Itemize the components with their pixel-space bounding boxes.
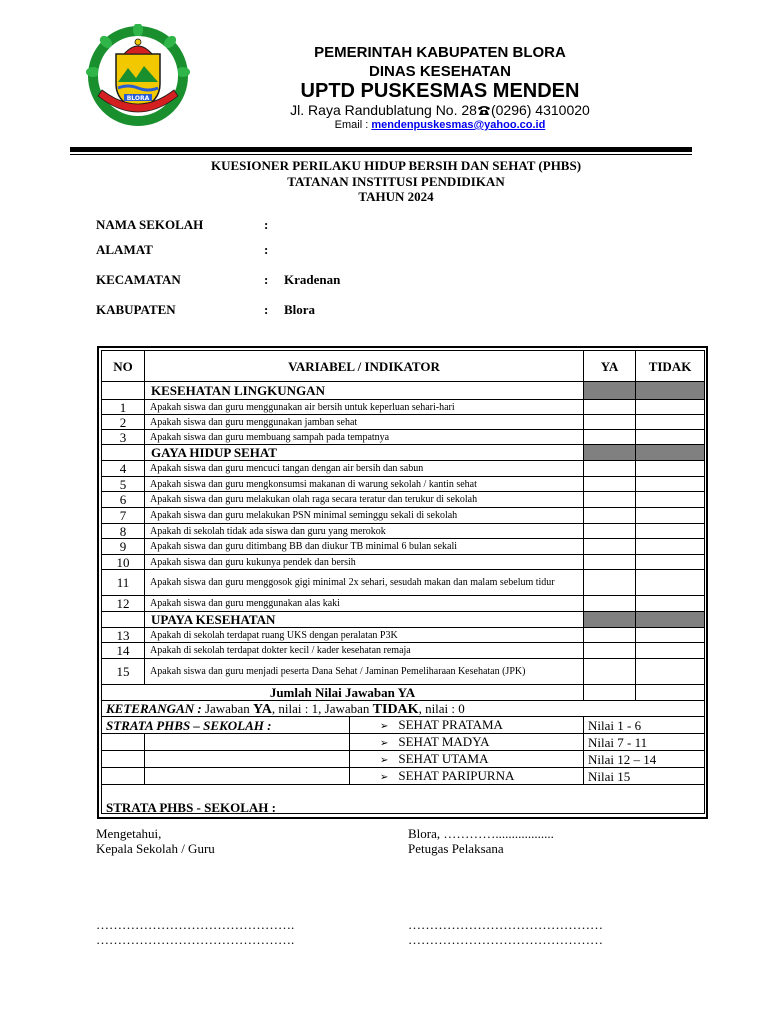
item-text: Apakah siswa dan guru mengkonsumsi makanan di warung sekolah / kantin sehat	[145, 477, 584, 492]
footer-officer: Petugas Pelaksana	[408, 841, 504, 856]
table-header-row	[102, 351, 705, 382]
item-no: 6	[102, 492, 145, 508]
questionnaire-year: TAHUN 2024	[358, 189, 434, 204]
strata-range: Nilai 15	[584, 768, 705, 785]
item-text: Apakah siswa dan guru melakukan PSN minimal seminggu sekali di sekolah	[145, 508, 584, 524]
answer-tidak-cell[interactable]	[636, 477, 705, 492]
answer-tidak-cell[interactable]	[636, 415, 705, 430]
answer-ya-cell[interactable]	[584, 461, 636, 477]
strata-name	[350, 751, 584, 768]
answer-ya-cell[interactable]	[584, 555, 636, 570]
field-value[interactable]: Kradenan	[284, 272, 341, 287]
total-row	[102, 685, 705, 701]
table-row	[102, 492, 705, 508]
answer-tidak-cell[interactable]	[636, 555, 705, 570]
item-text: Apakah siswa dan guru mencuci tangan dengan air bersih dan sabun	[145, 461, 584, 477]
item-no: 1	[102, 400, 145, 415]
section-tidak-cell	[636, 382, 705, 400]
field-label: NAMA SEKOLAH	[96, 217, 204, 232]
section-title: UPAYA KESEHATAN	[145, 612, 584, 628]
answer-tidak-cell[interactable]	[636, 461, 705, 477]
strata-range: Nilai 12 – 14	[584, 751, 705, 768]
strata-row	[102, 768, 705, 785]
item-no: 10	[102, 555, 145, 570]
item-text: Apakah siswa dan guru menjadi peserta Dana Sehat / Jaminan Pemeliharaan Kesehatan (JPK)	[145, 659, 584, 685]
item-text: Apakah siswa dan guru kukunya pendek dan bersih	[145, 555, 584, 570]
item-text: Apakah siswa dan guru menggosok gigi minimal 2x sehari, sesudah makan dan malam sebelum tidur	[145, 570, 584, 596]
answer-ya-cell[interactable]	[584, 524, 636, 539]
item-no: 12	[102, 596, 145, 612]
keterangan-tidak: TIDAK	[372, 701, 419, 717]
telephone-icon	[477, 102, 491, 118]
field-label: KABUPATEN	[96, 302, 176, 317]
answer-tidak-cell[interactable]	[636, 570, 705, 596]
strata-blank-cell	[145, 751, 350, 768]
field-colon: :	[264, 272, 269, 287]
table-row	[102, 430, 705, 445]
field-colon: :	[264, 242, 269, 257]
arrow-bullet-icon: ➢	[380, 720, 389, 732]
field-label: ALAMAT	[96, 242, 153, 257]
item-text: Apakah siswa dan guru menggunakan jamban sehat	[145, 415, 584, 430]
header-institution: UPTD PUSKESMAS MENDEN	[300, 80, 580, 102]
keterangan-row	[102, 701, 705, 717]
final-strata-row	[102, 785, 705, 814]
item-text: Apakah di sekolah terdapat dokter kecil / kader kesehatan remaja	[145, 643, 584, 659]
strata-name-text: SEHAT MADYA	[398, 733, 490, 749]
header-government: PEMERINTAH KABUPATEN BLORA	[314, 44, 566, 61]
header-department: DINAS KESEHATAN	[369, 63, 511, 80]
section-row	[102, 612, 705, 628]
section-no-cell	[102, 445, 145, 461]
strata-blank-cell	[102, 768, 145, 785]
item-no: 3	[102, 430, 145, 445]
footer-headmaster: Kepala Sekolah / Guru	[96, 841, 215, 856]
field-value[interactable]: Blora	[284, 302, 316, 317]
name-line-headmaster[interactable]: ……………………………………….	[96, 932, 295, 947]
table-row	[102, 539, 705, 555]
keterangan-ya: YA	[252, 701, 272, 717]
answer-ya-cell[interactable]	[584, 400, 636, 415]
keterangan-label: KETERANGAN :	[106, 700, 202, 716]
section-title: KESEHATAN LINGKUNGAN	[145, 382, 584, 400]
header-no: NO	[102, 351, 145, 382]
item-text: Apakah siswa dan guru menggunakan air bersih untuk keperluan sehari-hari	[145, 400, 584, 415]
section-ya-cell	[584, 382, 636, 400]
header-rule-thick	[70, 147, 692, 152]
item-no: 11	[102, 570, 145, 596]
keterangan-text	[102, 701, 705, 717]
table-row	[102, 659, 705, 685]
questionnaire-table	[101, 350, 705, 814]
total-ya-cell[interactable]	[584, 685, 636, 701]
strata-blank-cell	[145, 734, 350, 751]
arrow-bullet-icon: ➢	[380, 737, 389, 749]
field-label: KECAMATAN	[96, 272, 181, 287]
svg-text:BLORA: BLORA	[126, 95, 150, 102]
answer-ya-cell[interactable]	[584, 659, 636, 685]
table-row	[102, 628, 705, 643]
table-row	[102, 524, 705, 539]
total-tidak-cell[interactable]	[636, 685, 705, 701]
item-no: 9	[102, 539, 145, 555]
answer-ya-cell[interactable]	[584, 628, 636, 643]
final-strata-label[interactable]: STRATA PHBS - SEKOLAH :	[102, 785, 705, 814]
answer-ya-cell[interactable]	[584, 415, 636, 430]
section-ya-cell	[584, 445, 636, 461]
table-row	[102, 643, 705, 659]
section-ya-cell	[584, 612, 636, 628]
strata-name	[350, 768, 584, 785]
header-email	[240, 119, 640, 131]
signature-line-officer[interactable]: ………………………………………	[408, 917, 603, 932]
item-text: Apakah siswa dan guru menggunakan alas kaki	[145, 596, 584, 612]
strata-blank-cell	[102, 751, 145, 768]
answer-tidak-cell[interactable]	[636, 539, 705, 555]
strata-range: Nilai 7 - 11	[584, 734, 705, 751]
item-no: 7	[102, 508, 145, 524]
header-tidak: TIDAK	[636, 351, 705, 382]
strata-blank-cell	[145, 768, 350, 785]
arrow-bullet-icon: ➢	[380, 771, 389, 783]
email-link[interactable]: mendenpuskesmas@yahoo.co.id	[371, 119, 546, 131]
item-no: 5	[102, 477, 145, 492]
regency-emblem-icon	[86, 24, 190, 128]
header-address	[240, 102, 640, 118]
item-text: Apakah siswa dan guru membuang sampah pada tempatnya	[145, 430, 584, 445]
answer-tidak-cell[interactable]	[636, 659, 705, 685]
keterangan-part: Jawaban	[201, 700, 253, 716]
answer-tidak-cell[interactable]	[636, 508, 705, 524]
strata-name	[350, 717, 584, 734]
table-row	[102, 461, 705, 477]
item-no: 2	[102, 415, 145, 430]
answer-ya-cell[interactable]	[584, 477, 636, 492]
section-row	[102, 445, 705, 461]
strata-row	[102, 717, 705, 734]
table-row	[102, 596, 705, 612]
questionnaire-subtitle: TATANAN INSTITUSI PENDIDIKAN	[287, 174, 505, 189]
strata-name	[350, 734, 584, 751]
signature-line-headmaster[interactable]: ……………………………………….	[96, 917, 295, 932]
section-no-cell	[102, 612, 145, 628]
answer-ya-cell[interactable]	[584, 596, 636, 612]
item-no: 13	[102, 628, 145, 643]
footer-date[interactable]: Blora, …………..................	[408, 826, 554, 841]
header-indikator: VARIABEL / INDIKATOR	[145, 351, 584, 382]
header-ya: YA	[584, 351, 636, 382]
section-tidak-cell	[636, 445, 705, 461]
table-row	[102, 570, 705, 596]
item-text: Apakah siswa dan guru ditimbang BB dan diukur TB minimal 6 bulan sekali	[145, 539, 584, 555]
section-no-cell	[102, 382, 145, 400]
name-line-officer[interactable]: ………………………………………	[408, 932, 603, 947]
strata-label: STRATA PHBS – SEKOLAH :	[102, 717, 350, 734]
item-text: Apakah siswa dan guru melakukan olah raga secara teratur dan terukur di sekolah	[145, 492, 584, 508]
strata-range: Nilai 1 - 6	[584, 717, 705, 734]
address-text: Jl. Raya Randublatung No. 28	[290, 102, 477, 118]
answer-ya-cell[interactable]	[584, 430, 636, 445]
answer-ya-cell[interactable]	[584, 508, 636, 524]
answer-tidak-cell[interactable]	[636, 492, 705, 508]
total-label: Jumlah Nilai Jawaban YA	[102, 685, 584, 701]
strata-row	[102, 751, 705, 768]
table-row	[102, 508, 705, 524]
answer-tidak-cell[interactable]	[636, 628, 705, 643]
keterangan-part: , nilai : 1, Jawaban	[271, 700, 373, 716]
table-row	[102, 400, 705, 415]
answer-ya-cell[interactable]	[584, 539, 636, 555]
answer-tidak-cell[interactable]	[636, 430, 705, 445]
answer-tidak-cell[interactable]	[636, 596, 705, 612]
strata-row	[102, 734, 705, 751]
answer-ya-cell[interactable]	[584, 643, 636, 659]
table-row	[102, 477, 705, 492]
answer-tidak-cell[interactable]	[636, 400, 705, 415]
section-tidak-cell	[636, 612, 705, 628]
item-text: Apakah di sekolah terdapat ruang UKS dengan peralatan P3K	[145, 628, 584, 643]
header-rule-thin	[70, 154, 692, 155]
table-row	[102, 415, 705, 430]
strata-name-text: SEHAT PARIPURNA	[398, 767, 515, 783]
section-row	[102, 382, 705, 400]
item-no: 14	[102, 643, 145, 659]
arrow-bullet-icon: ➢	[380, 754, 389, 766]
field-colon: :	[264, 217, 269, 232]
item-no: 4	[102, 461, 145, 477]
keterangan-part: , nilai : 0	[418, 700, 465, 716]
answer-ya-cell[interactable]	[584, 492, 636, 508]
phone-text: (0296) 4310020	[490, 102, 590, 118]
item-no: 8	[102, 524, 145, 539]
field-colon: :	[264, 302, 269, 317]
answer-tidak-cell[interactable]	[636, 524, 705, 539]
footer-acknowledged: Mengetahui,	[96, 826, 162, 841]
questionnaire-title: KUESIONER PERILAKU HIDUP BERSIH DAN SEHAT (PHBS)	[210, 158, 582, 173]
item-no: 15	[102, 659, 145, 685]
strata-blank-cell	[102, 734, 145, 751]
strata-name-text: SEHAT PRATAMA	[398, 716, 503, 732]
item-text: Apakah di sekolah tidak ada siswa dan guru yang merokok	[145, 524, 584, 539]
email-label: Email :	[334, 119, 372, 131]
strata-name-text: SEHAT UTAMA	[398, 750, 489, 766]
answer-ya-cell[interactable]	[584, 570, 636, 596]
table-row	[102, 555, 705, 570]
answer-tidak-cell[interactable]	[636, 643, 705, 659]
section-title: GAYA HIDUP SEHAT	[145, 445, 584, 461]
